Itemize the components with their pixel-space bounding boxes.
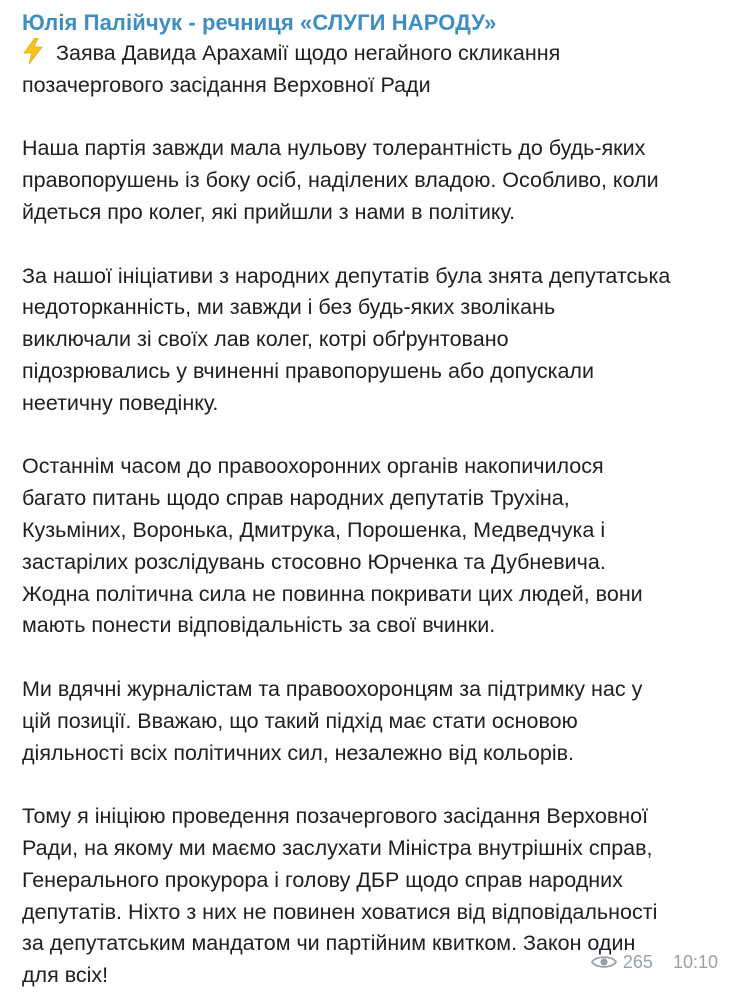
message-meta — [591, 951, 718, 973]
paragraph-gap — [22, 642, 716, 674]
eye-icon — [591, 954, 617, 970]
paragraph-line: Ради, на якому ми маємо заслухати Міністра внутрішніх справ, — [22, 835, 653, 860]
paragraph-line: виключали зі своїх лав колег, котрі обґрунтовано — [22, 327, 509, 352]
paragraph-line: за депутатським мандатом чи партійним квитком. Закон один — [22, 931, 636, 956]
paragraph-line: Наша партія завжди мала нульову толерантність до будь-яких — [22, 136, 646, 161]
title-line: Заява Давида Арахамії щодо негайного скликання — [22, 38, 716, 70]
paragraph-line: застарілих розслідувань стосовно Юрченка та Дубневича. — [22, 549, 606, 574]
lightning-icon — [22, 38, 44, 64]
paragraph-line: правопорушень із боку осіб, наділених владою. Особливо, коли — [22, 168, 659, 193]
paragraph-line: Тому я ініціюю проведення позачергового засідання Верховної — [22, 804, 649, 829]
paragraph-gap — [22, 420, 716, 452]
paragraph-gap — [22, 229, 716, 261]
paragraph-line: діяльності всіх політичних сил, незалежно від кольорів. — [22, 740, 574, 765]
paragraph-line: підозрювались у вчиненні правопорушень або допускали — [22, 358, 594, 383]
paragraph-line: депутатів. Ніхто з них не повинен ховатися від відповідальності — [22, 899, 658, 924]
paragraph-line: Кузьміних, Воронька, Дмитрука, Порошенка, Медведчука і — [22, 517, 606, 542]
view-count: 265 — [622, 952, 653, 972]
paragraph-line: для всіх! — [22, 963, 109, 988]
paragraph-line: неетичну поведінку. — [22, 390, 219, 415]
paragraph-line: Останнім часом до правоохоронних органів накопичилося — [22, 454, 604, 479]
paragraph-line: мають понести відповідальність за свої вчинки. — [22, 613, 496, 638]
sender-name[interactable]: Юлія Палійчук - речниця «СЛУГИ НАРОДУ» — [22, 10, 497, 35]
paragraph-line: багато питань щодо справ народних депутатів Трухіна, — [22, 486, 570, 511]
message-time: 10:10 — [672, 952, 718, 972]
paragraph-line: За нашої ініціативи з народних депутатів була знята депутатська — [22, 263, 671, 288]
title-line: позачергового засідання Верховної Ради — [22, 72, 431, 97]
paragraph-gap — [22, 769, 716, 801]
paragraph-line: Ми вдячні журналістам та правоохоронцям за підтримку нас у — [22, 676, 643, 701]
paragraph-line: Жодна політична сила не повинна покривати цих людей, вони — [22, 581, 643, 606]
message-body — [22, 38, 716, 992]
paragraph-line: Генерального прокурора і голову ДБР щодо справ народних — [22, 867, 623, 892]
paragraph-line: цій позиції. Вважаю, що такий підхід має стати основою — [22, 708, 578, 733]
paragraph-line: йдеться про колег, які прийшли з нами в політику. — [22, 199, 516, 224]
paragraph-line: недоторканність, ми завжди і без будь-яких зволікань — [22, 295, 556, 320]
paragraph-gap — [22, 102, 716, 134]
